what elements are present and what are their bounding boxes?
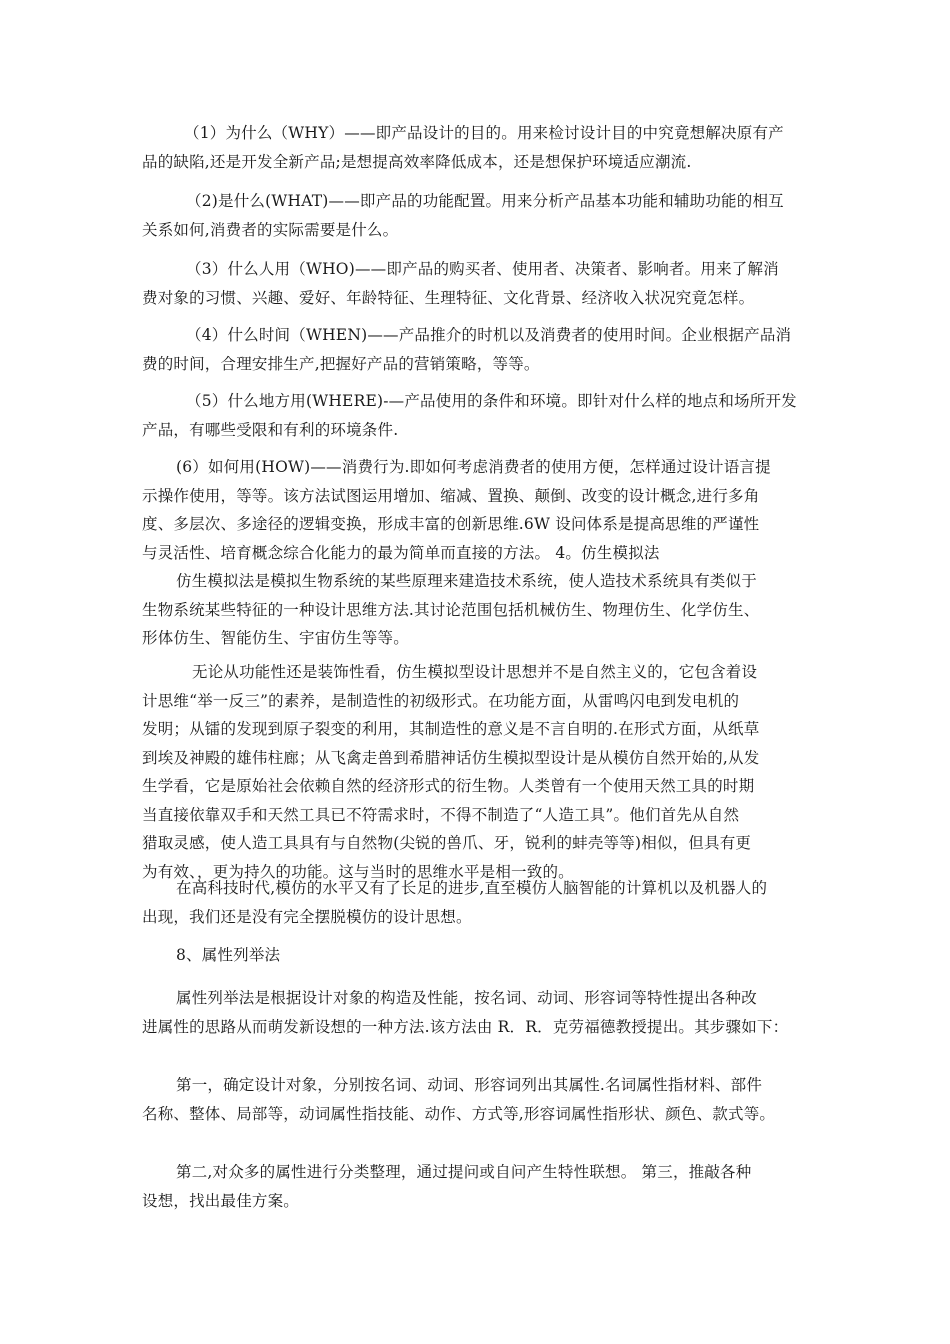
text-line: 生学看，它是原始社会依赖自然的经济形式的衍生物。人类曾有一个使用天然工具的时期 xyxy=(142,777,755,795)
text-line: 第一，确定设计对象，分别按名词、动词、形容词列出其属性.名词属性指材料、部件 xyxy=(176,1076,763,1094)
text-line: 设想，找出最佳方案。 xyxy=(142,1191,300,1210)
text-line: 度、多层次、多途径的逻辑变换，形成丰富的创新思维.6W 设问体系是提高思维的严谨性 xyxy=(142,515,760,533)
text-line: 名称、整体、局部等，动词属性指技能、动作、方式等,形容词属性指形状、颜色、款式等。 xyxy=(142,1104,776,1123)
paragraph-bionic xyxy=(142,567,814,653)
text-line: （3）什么人用（WHO)——即产品的购买者、使用者、决策者、影响者。用来了解消 xyxy=(186,260,779,278)
paragraph-step-one xyxy=(142,1071,814,1128)
text-line: (6）如何用(HOW)——消费行为.即如何考虑消费者的使用方便，怎样通过设计语言提 xyxy=(176,458,771,476)
text-line: （5）什么地方用(WHERE)-—产品使用的条件和环境。即针对什么样的地点和场所开发 xyxy=(186,392,797,410)
text-line: 形体仿生、智能仿生、宇宙仿生等等。 xyxy=(142,629,409,647)
text-line: 无论从功能性还是装饰性看，仿生模拟型设计思想并不是自然主义的，它包含着设 xyxy=(192,663,758,681)
text-line: 产品，有哪些受限和有利的环境条件. xyxy=(142,420,399,439)
text-line: 关系如何,消费者的实际需要是什么。 xyxy=(142,220,399,239)
text-line: 费对象的习惯、兴趣、爱好、年龄特征、生理特征、文化背景、经济收入状况究竟怎样。 xyxy=(142,288,755,307)
paragraph-bionic-detail xyxy=(142,658,814,886)
text-line: 当直接依靠双手和天然工具已不符需求时，不得不制造了“人造工具”。他们首先从自然 xyxy=(142,805,740,824)
text-line: 发明；从镭的发现到原子裂变的利用，其制造性的意义是不言自明的.在形式方面，从纸草 xyxy=(142,720,760,738)
text-line: 8、属性列举法 xyxy=(176,946,281,964)
text-line: 进属性的思路从而萌发新设想的一种方法.该方法由 R．R．克劳福德教授提出。其步骤如下： xyxy=(142,1017,789,1036)
paragraph-attribute-listing xyxy=(142,984,814,1041)
paragraph-what xyxy=(142,187,814,244)
text-line: 到埃及神殿的雄伟柱廊；从飞禽走兽到希腊神话仿生模拟型设计是从模仿自然开始的,从发 xyxy=(142,748,760,767)
text-line: （2)是什么(WHAT)——即产品的功能配置。用来分析产品基本功能和辅助功能的相互 xyxy=(186,192,784,210)
text-line: 属性列举法是根据设计对象的构造及性能，按名词、动词、形容词等特性提出各种改 xyxy=(176,989,757,1007)
paragraph-where xyxy=(142,387,814,444)
text-line: 示操作使用，等等。该方法试图运用增加、缩减、置换、颠倒、改变的设计概念,进行多角 xyxy=(142,486,760,505)
paragraph-hightech xyxy=(142,874,814,931)
text-line: 在高科技时代,模仿的水平又有了长足的进步,直至模仿人脑智能的计算机以及机器人的 xyxy=(176,879,768,897)
text-line: 猎取灵感，使人造工具具有与自然物(尖锐的兽爪、牙，锐利的蚌壳等等)相似，但具有更 xyxy=(142,834,752,852)
paragraph-step-two-three xyxy=(142,1158,814,1215)
paragraph-why xyxy=(142,119,814,176)
text-line: 为有效、，更为持久的功能。这与当时的思维水平是相一致的。 xyxy=(142,862,574,881)
paragraph-when xyxy=(142,321,814,378)
text-line: 计思维“举一反三”的素养，是制造性的初级形式。在功能方面，从雷鸣闪电到发电机的 xyxy=(142,691,740,710)
text-line: 仿生模拟法是模拟生物系统的某些原理来建造技术系统，使人造技术系统具有类似于 xyxy=(176,572,757,590)
text-line: 与灵活性、培育概念综合化能力的最为简单而直接的方法。 4。仿生模拟法 xyxy=(142,543,660,562)
text-line: 第二,对众多的属性进行分类整理，通过提问或自问产生特性联想。 第三，推敲各种 xyxy=(176,1163,752,1181)
text-line: （4）什么时间（WHEN)——产品推介的时机以及消费者的使用时间。企业根据产品消 xyxy=(186,326,792,344)
paragraph-how xyxy=(142,453,814,567)
text-line: 费的时间，合理安排生产,把握好产品的营销策略，等等。 xyxy=(142,354,540,373)
text-line: 生物系统某些特征的一种设计思维方法.其讨论范围包括机械仿生、物理仿生、化学仿生、 xyxy=(142,600,760,619)
text-line: 出现，我们还是没有完全摆脱模仿的设计思想。 xyxy=(142,907,472,926)
section-heading-attribute-listing xyxy=(142,941,814,970)
text-line: （1）为什么（WHY）——即产品设计的目的。用来检讨设计目的中究竟想解决原有产 xyxy=(184,124,784,142)
text-line: 品的缺陷,还是开发全新产品;是想提高效率降低成本，还是想保护环境适应潮流. xyxy=(142,152,692,171)
paragraph-who xyxy=(142,255,814,312)
